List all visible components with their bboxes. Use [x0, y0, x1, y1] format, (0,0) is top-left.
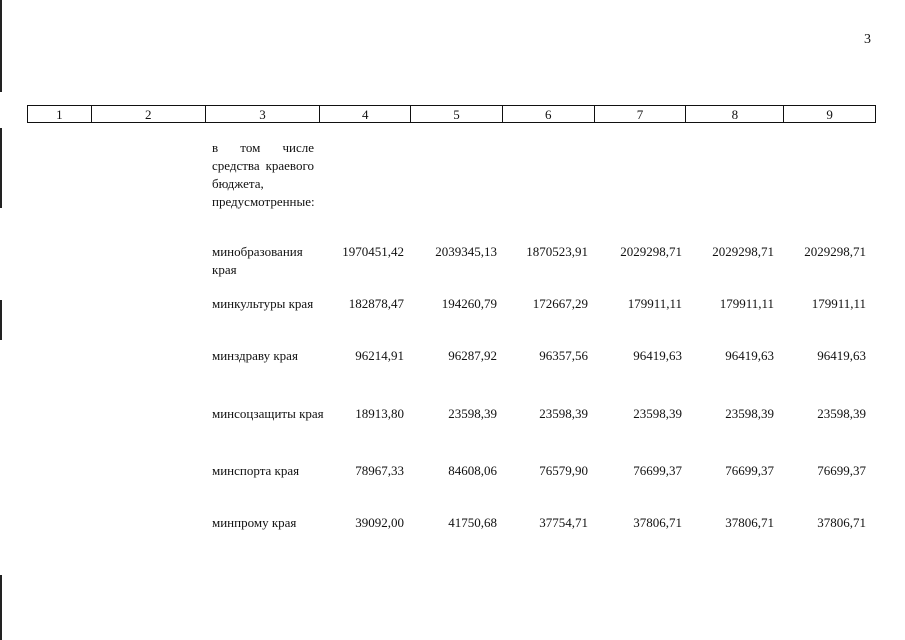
- header-cell: 6: [502, 106, 594, 122]
- header-cell: 1: [56, 106, 63, 122]
- value-cell: 194260,79: [441, 296, 497, 311]
- header-cell: 4: [319, 106, 410, 122]
- value-cell: 76699,37: [633, 463, 682, 478]
- value-cell: 76699,37: [817, 463, 866, 478]
- row-label: минобразования края: [212, 244, 303, 277]
- value-cell: 179911,11: [719, 296, 774, 311]
- value-cell: 37806,71: [633, 515, 682, 530]
- value-cell: 179911,11: [811, 296, 866, 311]
- value-cell: 96419,63: [725, 348, 774, 363]
- row-label: минсоцзащиты края: [212, 406, 324, 421]
- value-cell: 1970451,42: [342, 244, 404, 259]
- value-cell: 76579,90: [539, 463, 588, 478]
- value-cell: 2039345,13: [435, 244, 497, 259]
- header-cell: 8: [685, 106, 783, 122]
- value-cell: 2029298,71: [712, 244, 774, 259]
- value-cell: 84608,06: [448, 463, 497, 478]
- value-cell: 37754,71: [539, 515, 588, 530]
- header-cell: 3: [205, 106, 320, 122]
- value-cell: 37806,71: [817, 515, 866, 530]
- value-cell: 96287,92: [448, 348, 497, 363]
- header-cell: 2: [91, 106, 205, 122]
- row-label: минздраву края: [212, 348, 298, 363]
- row-label: минкультуры края: [212, 296, 314, 311]
- value-cell: 76699,37: [725, 463, 774, 478]
- value-cell: 37806,71: [725, 515, 774, 530]
- page-number: 3: [864, 32, 871, 47]
- header-cell: 5: [410, 106, 502, 122]
- value-cell: 23598,39: [633, 406, 682, 421]
- header-cell: 7: [594, 106, 686, 122]
- value-cell: 23598,39: [817, 406, 866, 421]
- column-number-header: [27, 105, 876, 123]
- value-cell: 172667,29: [532, 296, 588, 311]
- value-cell: 23598,39: [725, 406, 774, 421]
- value-cell: 96357,56: [539, 348, 588, 363]
- value-cell: 1870523,91: [526, 244, 588, 259]
- value-cell: 2029298,71: [804, 244, 866, 259]
- value-cell: 78967,33: [355, 463, 404, 478]
- left-margin-rule: [0, 0, 2, 92]
- header-cell: 9: [783, 106, 875, 122]
- left-margin-rule: [0, 128, 2, 208]
- value-cell: 2029298,71: [620, 244, 682, 259]
- row-label: минпрому края: [212, 515, 297, 530]
- value-cell: 41750,68: [448, 515, 497, 530]
- value-cell: 18913,80: [355, 406, 404, 421]
- row-label: минспорта края: [212, 463, 300, 478]
- value-cell: 182878,47: [348, 296, 404, 311]
- value-cell: 179911,11: [627, 296, 682, 311]
- value-cell: 23598,39: [448, 406, 497, 421]
- value-cell: 39092,00: [355, 515, 404, 530]
- value-cell: 96419,63: [633, 348, 682, 363]
- value-cell: 96214,91: [355, 348, 404, 363]
- intro-text: в том числе средства краевого бюджета, предусмотренные:: [212, 140, 315, 209]
- value-cell: 23598,39: [539, 406, 588, 421]
- left-margin-rule: [0, 575, 2, 640]
- value-cell: 96419,63: [817, 348, 866, 363]
- left-margin-rule: [0, 300, 2, 340]
